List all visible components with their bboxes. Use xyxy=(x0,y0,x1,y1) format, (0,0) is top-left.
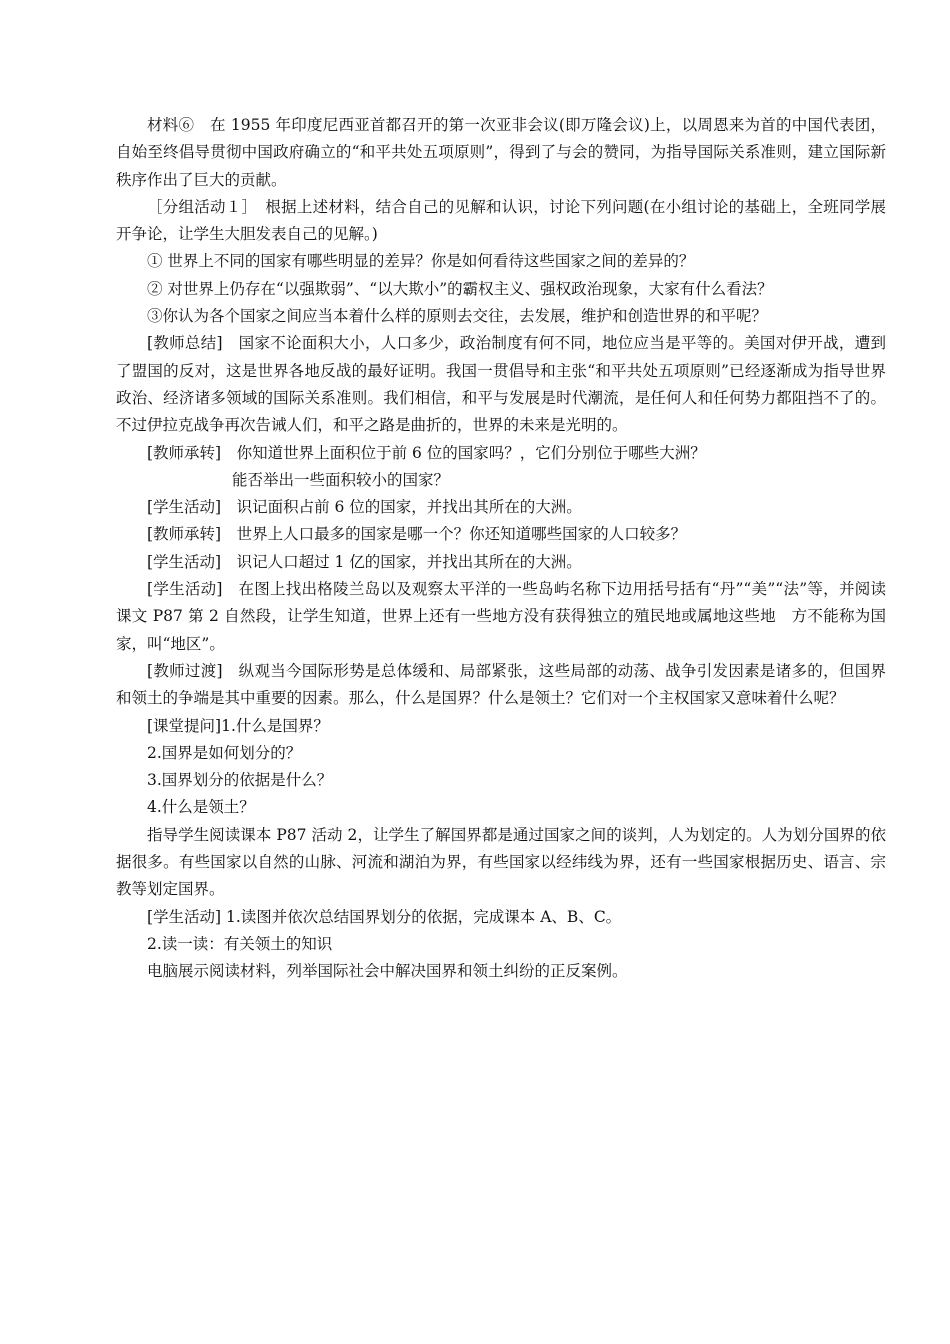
paragraph-guidance: 指导学生阅读课本 P87 活动 2，让学生了解国界都是通过国家之间的谈判，人为划定的。人为划分国界的依据很多。有些国家以自然的山脉、河流和湖泊为界，有些国家以经纬线为界，还有一些国家根据历史、语言、宗教等划定国界。 xyxy=(116,825,886,899)
paragraph-student-activity-regions: [学生活动] 在图上找出格陵兰岛以及观察太平洋的一些岛屿名称下边用括号括有“丹”“美”“法”等，并阅读课文 P87 第 2 自然段，让学生知道，世界上还有一些地方没有获得独立的殖民地或属地这些地 方不能称为国家，叫“地区”。 xyxy=(116,580,886,653)
paragraph-student-activity-area: [学生活动] 识记面积占前 6 位的国家，并找出其所在的大洲。 xyxy=(147,498,582,517)
question-3: ③你认为各个国家之间应当本着什么样的原则去交往，去发展，维护和创造世界的和平呢？ xyxy=(147,307,768,326)
classroom-question-1: [课堂提问]1.什么是国界？ xyxy=(147,716,329,735)
classroom-question-2: 2.国界是如何划分的？ xyxy=(147,743,302,762)
paragraph-small-countries: 能否举出一些面积较小的国家？ xyxy=(232,470,450,489)
paragraph-student-activity-reading: [学生活动] 1.读图并依次总结国界划分的依据，完成课本 A、B、C。 xyxy=(147,907,622,926)
paragraph-read-territory: 2.读一读：有关领土的知识 xyxy=(147,934,333,953)
question-2: ② 对世界上仍存在“以强欺弱”、“以大欺小”的霸权主义、强权政治现象，大家有什么看法？ xyxy=(147,279,773,298)
paragraph-teacher-transition-population: [教师承转] 世界上人口最多的国家是哪一个？你还知道哪些国家的人口较多？ xyxy=(147,525,687,544)
classroom-question-4: 4.什么是领土？ xyxy=(147,798,255,817)
paragraph-group-activity: ［分组活动１］ 根据上述材料，结合自己的见解和认识，讨论下列问题(在小组讨论的基础上，全班同学展开争论，让学生大胆发表自己的见解。) xyxy=(116,197,886,244)
paragraph-computer-display: 电脑展示阅读材料，列举国际社会中解决国界和领土纠纷的正反案例。 xyxy=(147,962,628,981)
document-body xyxy=(116,112,886,986)
classroom-question-3: 3.国界划分的依据是什么？ xyxy=(147,771,333,790)
paragraph-teacher-transition-borders: [教师过渡] 纵观当今国际形势是总体缓和、局部紧张，这些局部的动荡、战争引发因素是诸多的，但国界和领土的争端是其中重要的因素。那么，什么是国界？什么是领土？它们对一个主权国家又意味着什么呢？ xyxy=(116,661,886,708)
paragraph-student-activity-population: [学生活动] 识记人口超过 1 亿的国家，并找出其所在的大洲。 xyxy=(147,552,582,571)
paragraph-teacher-transition-area: [教师承转] 你知道世界上面积位于前 6 位的国家吗？，它们分别位于哪些大洲？ xyxy=(147,443,706,462)
paragraph-teacher-summary: [教师总结] 国家不论面积大小，人口多少，政治制度有何不同，地位应当是平等的。美国对伊开战，遭到了盟国的反对，这是世界各地反战的最好证明。我国一贯倡导和主张“和平共处五项原则”已经逐渐成为指导世界政治、经济诸多领域的国际关系准则。我们相信，和平与发展是时代潮流，是任何人和任何势力都阻挡不了的。不过伊拉克战争再次告诫人们，和平之路是曲折的，世界的未来是光明的。 xyxy=(116,334,886,435)
paragraph-material-6: 材料⑥ 在 1955 年印度尼西亚首都召开的第一次亚非会议(即万隆会议)上，以周恩来为首的中国代表团，自始至终倡导贯彻中国政府确立的“和平共处五项原则”，得到了与会的赞同，为指导国际关系准则，建立国际新秩序作出了巨大的贡献。 xyxy=(116,116,886,189)
question-1: ① 世界上不同的国家有哪些明显的差异？你是如何看待这些国家之间的差异的？ xyxy=(147,252,695,271)
